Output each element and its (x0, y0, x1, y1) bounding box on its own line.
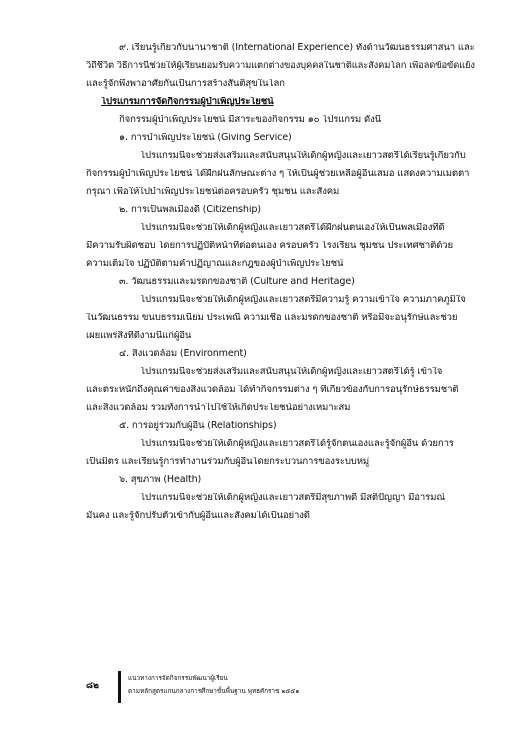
text-line: ความเต็มใจ ปฏิบัติตามคำปฏิญาณและกฎของผู้บำเพ็ญประโยชน์ (86, 259, 344, 269)
text-line: วิถีชีวิต วิธีการนี้ช่วยให้ผู้เรียนยอมรับความแตกต่างของบุคคลในชาติและสังคมโลก เพื่อลดข้อขัดแย้ง (86, 61, 475, 71)
text-line: ๑. การบำเพ็ญประโยชน์ (Giving Service) (119, 133, 292, 143)
text-line: ๖. สุขภาพ (Health) (119, 475, 202, 485)
text-line: และสิ่งแวดล้อม รวมทั้งการนำไปใช้ให้เกิดประโยชน์อย่างเหมาะสม (86, 403, 351, 413)
footer-title-line1: แนวทางการจัดกิจกรรมพัฒนาผู้เรียน (128, 674, 228, 682)
text-line: ๕. การอยู่ร่วมกับผู้อื่น (Relationships) (119, 421, 277, 431)
text-line: กิจกรรมผู้บำเพ็ญประโยชน์ มีสาระของกิจกรรม ๑๐ โปรแกรม ดังนี้ (119, 115, 382, 125)
text-line: ๒. การเป็นพลเมืองดี (Citizenship) (119, 205, 261, 215)
text-line: มั่นคง และรู้จักปรับตัวเข้ากับผู้อื่นและสังคมได้เป็นอย่างดี (86, 511, 310, 521)
footer-divider (118, 671, 121, 703)
text-line: โปรแกรมนี้จะช่วยส่งเสริมและสนับสนุนให้เด็กผู้หญิงและเยาวสตรีได้รู้ เข้าใจ (140, 367, 443, 377)
section-heading: โปรแกรมการจัดกิจกรรมผู้บำเพ็ญประโยชน์ (101, 97, 274, 107)
text-line: เป็นมิตร และเรียนรู้การทำงานร่วมกับผู้อื่นโดยกระบวนการของระบบหมู่ (86, 457, 370, 467)
text-line: มีความรับผิดชอบ โดยการปฏิบัติหน้าที่ต่อตนเอง ครอบครัว โรงเรียน ชุมชน ประเทศชาติด้วย (86, 241, 453, 251)
page-number: ๘๒ (86, 681, 99, 691)
footer-title-line2: ตามหลักสูตรแกนกลางการศึกษาขั้นพื้นฐาน พุทธศักราช ๒๕๕๑ (128, 687, 300, 695)
text-line: ในวัฒนธรรม ขนบธรรมเนียม ประเพณี ความเชื่อ และมรดกของชาติ หรือมีจะอนุรักษ์และช่วย (86, 313, 458, 323)
text-line: โปรแกรมนี้จะช่วยให้เด็กผู้หญิงและเยาวสตรีได้รู้จักตนเองและรู้จักผู้อื่น ด้วยการ (140, 439, 454, 449)
text-line: ๔. สิ่งแวดล้อม (Environment) (119, 349, 247, 359)
text-line: กิจกรรมผู้บำเพ็ญประโยชน์ ได้ฝึกฝนลักษณะต่าง ๆ ให้เป็นผู้ช่วยเหลือผู้อื่นเสมอ แสดงความเมตตา (86, 169, 470, 179)
text-line: ๙. เรียนรู้เกี่ยวกับนานาชาติ (International Experience) ทั้งด้านวัฒนธรรมศาสนา และ (119, 43, 475, 53)
text-line: โปรแกรมนี้จะช่วยให้เด็กผู้หญิงและเยาวสตรีมีความรู้ ความเข้าใจ ความภาคภูมิใจ (140, 295, 466, 305)
text-line: และตระหนักถึงคุณค่าของสิ่งแวดล้อม ได้ทำกิจกรรมต่าง ๆ ที่เกี่ยวข้องกับการอนุรักษ์ธรรมชาติ (86, 385, 459, 395)
text-line: ๓. วัฒนธรรมและมรดกของชาติ (Culture and Heritage) (119, 277, 355, 287)
text-line: โปรแกรมนี้จะช่วยส่งเสริมและสนับสนุนให้เด็กผู้หญิงและเยาวสตรีได้เรียนรู้เกี่ยวกับ (140, 151, 466, 161)
text-line: และรู้จักพึ่งพาอาศัยกันเป็นการสร้างสันติสุขในโลก (86, 79, 285, 89)
text-line: เผยแพร่สิ่งที่ดีงามนี้แก่ผู้อื่น (86, 331, 192, 341)
text-line: โปรแกรมนี้จะช่วยให้เด็กผู้หญิงและเยาวสตรีได้ฝึกฝนตนเองให้เป็นพลเมืองที่ดี (140, 223, 445, 233)
text-line: โปรแกรมนี้จะช่วยให้เด็กผู้หญิงและเยาวสตรีมีสุขภาพดี มีสติปัญญา มีอารมณ์ (140, 493, 446, 503)
text-line: กรุณา เพื่อให้ไปบำเพ็ญประโยชน์ต่อครอบครัว ชุมชน และสังคม (86, 187, 340, 197)
